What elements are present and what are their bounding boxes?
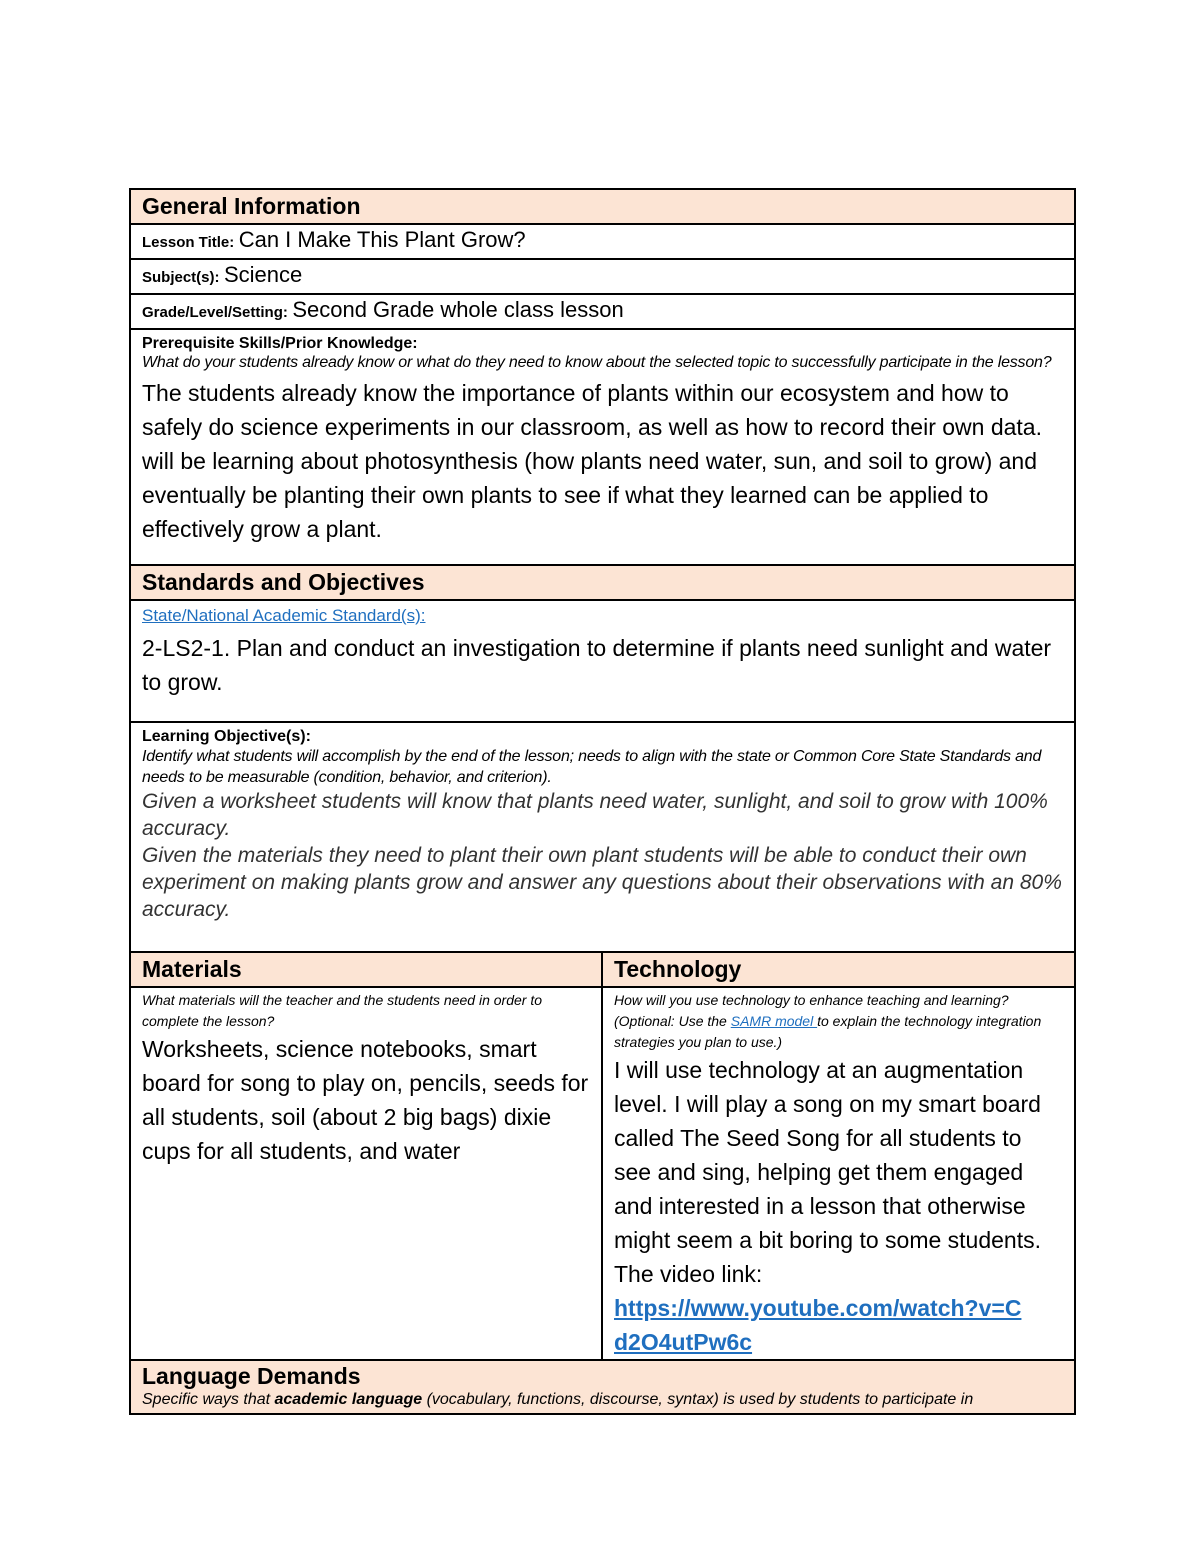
materials-header: [130, 952, 602, 987]
learning-objectives-label: Learning Objective(s):: [142, 728, 311, 745]
learning-objectives-prompt: Identify what students will accomplish by the end of the lesson; needs to align with the state or Common Core State Standards and needs to be measurable (condition, behavior, and criterion).: [142, 748, 1042, 786]
section-title: Standards and Objectives: [142, 569, 425, 595]
samr-model-link[interactable]: SAMR model: [730, 1013, 818, 1029]
section-title: Technology: [614, 956, 742, 982]
materials-text: Worksheets, science notebooks, smart board for song to play on, pencils, seeds for all students, soil (about 2 big bags) dixie cups for all students, and water: [142, 1036, 589, 1164]
language-demands-cell: [130, 1360, 1075, 1414]
prerequisite-prompt: What do your students already know or what do they need to know about the selected topic to successfully participate in the lesson?: [142, 354, 1052, 371]
technology-prompt-text-end: to explain the technology integration strategies you plan to use.): [614, 1013, 1042, 1050]
subjects-value: Science: [223, 262, 303, 287]
standards-objectives-header: [130, 565, 1075, 600]
technology-prompt-text: How will you use technology to enhance teaching and learning? (Optional: Use the: [614, 992, 1009, 1029]
language-demands-prompt: [142, 1391, 1064, 1409]
video-link[interactable]: https://www.youtube.com/watch?v=Cd2O4utPw6c: [614, 1295, 1022, 1355]
subjects-label: Subject(s):: [142, 269, 220, 286]
objective-2: Given the materials they need to plant their own plant students will be able to conduct their own experiment on making plants grow and answer any questions about their observations with an 80% accuracy.: [142, 844, 1062, 921]
lesson-title-label: Lesson Title:: [142, 234, 235, 251]
grade-value: Second Grade whole class lesson: [292, 297, 624, 322]
language-prompt-start: Specific ways that: [142, 1391, 275, 1408]
technology-prompt: [614, 990, 1064, 1053]
materials-prompt: What materials will the teacher and the students need in order to complete the lesson?: [142, 992, 542, 1029]
section-title: Materials: [142, 956, 242, 982]
language-prompt-bold: academic language: [274, 1391, 423, 1408]
standards-link[interactable]: State/National Academic Standard(s):: [142, 606, 426, 625]
standards-cell: [130, 600, 1075, 722]
language-demands-header: Language Demands: [142, 1363, 361, 1389]
technology-text: I will use technology at an augmentation level. I will play a song on my smart board called The Seed Song for all students to see and sing, helping get them engaged and interested in a lesson that otherwise might seem a bit boring to some students. The video link:: [614, 1057, 1041, 1287]
objective-1: Given a worksheet students will know that plants need water, sunlight, and soil to grow with 100% accuracy.: [142, 790, 1048, 840]
lesson-title-row: [130, 224, 1075, 259]
standard-text: 2-LS2-1. Plan and conduct an investigation to determine if plants need sunlight and water to grow.: [142, 635, 1052, 695]
subjects-row: [130, 259, 1075, 294]
technology-header: [602, 952, 1075, 987]
prerequisite-text: The students already know the importance of plants within our ecosystem and how to safely do science experiments in our classroom, as well as how to record their own data. will be learning about photosynthesis (how plants need water, sun, and soil to grow) and eventually be planting their own plants to see if what they learned can be applied to effectively grow a plant.: [142, 380, 1042, 542]
lesson-title-value: Can I Make This Plant Grow?: [238, 227, 526, 252]
grade-label: Grade/Level/Setting:: [142, 304, 288, 321]
general-information-header: [130, 189, 1075, 224]
materials-cell: [130, 987, 602, 1360]
learning-objectives-cell: [130, 722, 1075, 952]
lesson-plan-document: [129, 188, 1074, 1415]
section-title: General Information: [142, 193, 361, 219]
lesson-plan-table: [129, 188, 1076, 1415]
technology-cell: [602, 987, 1075, 1360]
language-prompt-end: (vocabulary, functions, discourse, syntax) is used by students to participate in: [422, 1391, 974, 1408]
grade-row: [130, 294, 1075, 329]
prerequisite-cell: [130, 329, 1075, 565]
prerequisite-label: Prerequisite Skills/Prior Knowledge:: [142, 335, 418, 352]
